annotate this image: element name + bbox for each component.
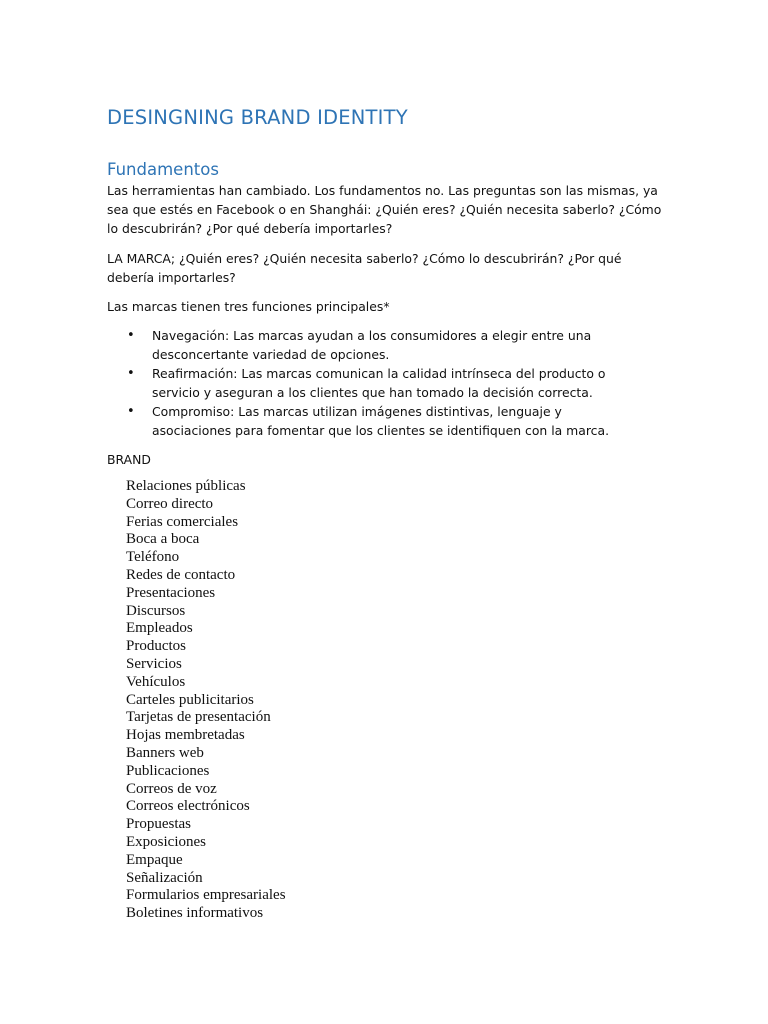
- functions-list: [107, 326, 637, 440]
- list-item: Señalización: [126, 869, 203, 886]
- list-item: Ferias comerciales: [126, 513, 239, 530]
- brand-label: BRAND: [107, 452, 151, 467]
- list-item: Teléfono: [126, 549, 180, 566]
- intro-paragraph: Las herramientas han cambiado. Los fundamentos no. Las preguntas son las mismas, ya sea que estés en Facebook o en Shanghái: ¿Quién eres? ¿Quién necesita saberlo? ¿Cómo lo descubrirán? ¿Por qué debería importarles?: [107, 183, 662, 236]
- list-item: Publicaciones: [126, 762, 210, 779]
- list-item: Boletines informativos: [126, 905, 264, 922]
- list-item: Presentaciones: [126, 584, 216, 601]
- list-item: Servicios: [126, 655, 182, 672]
- list-item: Carteles publicitarios: [126, 691, 254, 708]
- brand-questions-paragraph: LA MARCA; ¿Quién eres? ¿Quién necesita saberlo? ¿Cómo lo descubrirán? ¿Por qué debería importarles?: [107, 251, 622, 285]
- list-item: Empleados: [126, 620, 193, 637]
- bullet-icon: •: [127, 404, 135, 419]
- list-item: Correos de voz: [126, 780, 217, 797]
- list-item: Empaque: [126, 851, 183, 868]
- list-item: Correo directo: [126, 495, 214, 512]
- list-item: Discursos: [126, 602, 186, 619]
- section-heading: Fundamentos: [107, 160, 219, 179]
- list-item: Correos electrónicos: [126, 798, 250, 815]
- list-item: [107, 364, 637, 402]
- list-item: Vehículos: [126, 673, 186, 690]
- list-item-text: Compromiso: Las marcas utilizan imágenes distintivas, lenguaje y asociaciones para fomentar que los clientes se identifiquen con la marca.: [152, 404, 610, 438]
- list-item: Boca a boca: [126, 531, 200, 548]
- touchpoints-list: [126, 478, 286, 923]
- list-item: Redes de contacto: [126, 566, 236, 583]
- list-item: [107, 326, 637, 364]
- bullet-icon: •: [127, 328, 135, 343]
- list-item: Productos: [126, 638, 186, 655]
- list-item: [107, 402, 637, 440]
- functions-intro-paragraph: Las marcas tienen tres funciones principales*: [107, 299, 390, 314]
- list-item: Propuestas: [126, 816, 191, 833]
- list-item-text: Reafirmación: Las marcas comunican la calidad intrínseca del producto o servicio y aseguran a los clientes que han tomado la decisión correcta.: [152, 366, 606, 400]
- list-item: Exposiciones: [126, 833, 206, 850]
- list-item-text: Navegación: Las marcas ayudan a los consumidores a elegir entre una desconcertante variedad de opciones.: [152, 328, 592, 362]
- list-item: Banners web: [126, 744, 204, 761]
- list-item: Relaciones públicas: [126, 478, 246, 494]
- document-title: DESINGNING BRAND IDENTITY: [107, 106, 408, 129]
- list-item: Formularios empresariales: [126, 887, 286, 904]
- bullet-icon: •: [127, 366, 135, 381]
- list-item: Tarjetas de presentación: [126, 709, 271, 726]
- list-item: Hojas membretadas: [126, 727, 245, 744]
